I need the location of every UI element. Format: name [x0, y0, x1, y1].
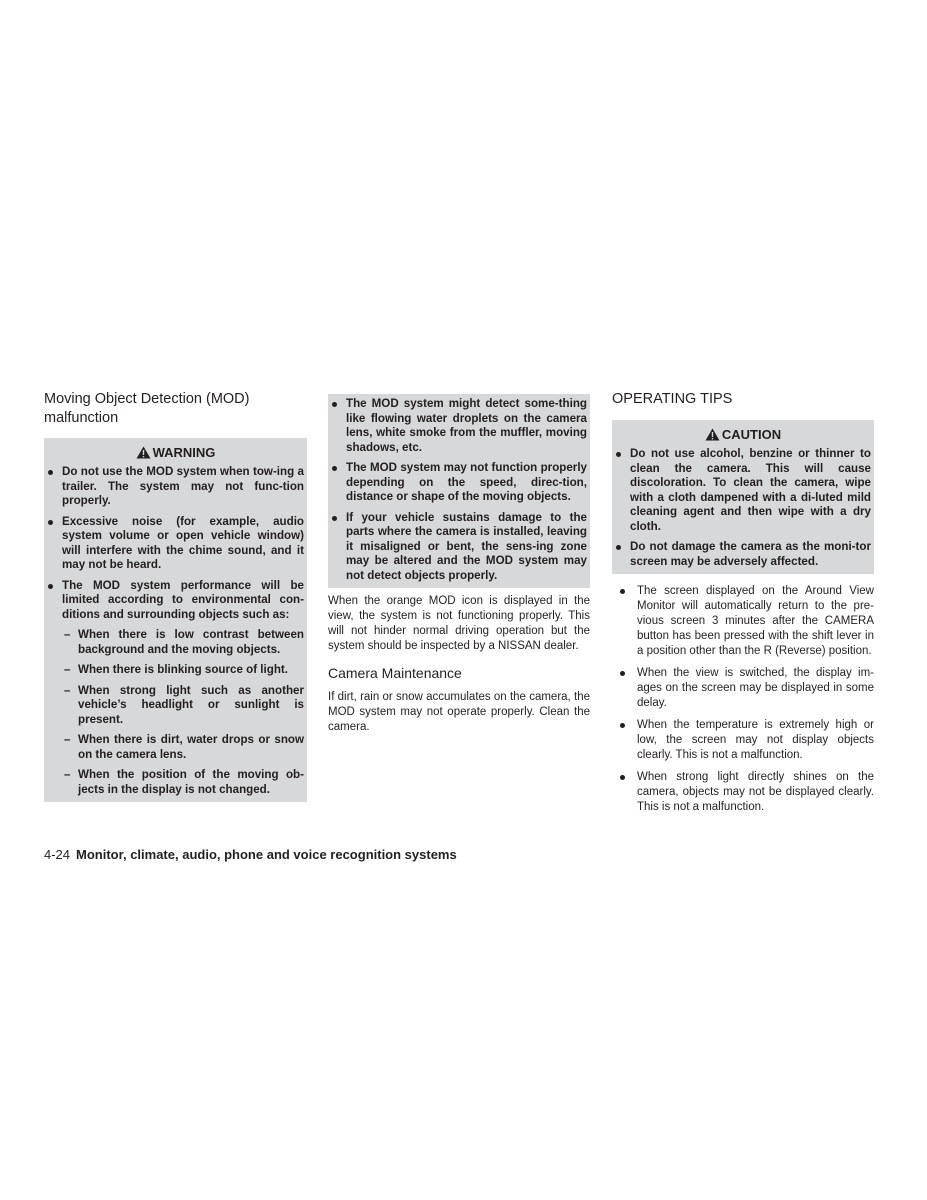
page-number: 4-24	[44, 847, 71, 862]
caution-item: Do not damage the camera as the moni-tor screen may be adversely affected.	[615, 540, 871, 569]
section-title-operating-tips: OPERATING TIPS	[612, 391, 733, 407]
tip-item: When the temperature is extremely high or low, the screen may not display objects clearly. This is not a malfunction.	[618, 718, 874, 763]
bullet-icon	[620, 775, 625, 780]
tip-item: When strong light directly shines on the camera, objects may not be displayed clearly. This is not a malfunction.	[618, 770, 874, 815]
warning-item: The MOD system performance will be limited according to environmental con-ditions and surrounding objects such as: – When there is low contrast between background and the moving objects. – When there is blinking source of light. – When strong light such as another vehicle’s headlight or sunlight is present. – When there is dirt, water drops or snow on the camera lens. – When the position of the moving ob-jects in the display is not changed.	[47, 579, 304, 798]
tip-item: The screen displayed on the Around View Monitor will automatically return to the pre-vious screen 3 minutes after the CAMERA button has been pressed with the shift lever in a position other than the R (Reverse) position.	[618, 584, 874, 659]
bullet-icon	[48, 470, 53, 475]
warning-header	[47, 442, 304, 465]
footer-section-title: Monitor, climate, audio, phone and voice recognition systems	[76, 847, 457, 862]
condition-item: – When there is dirt, water drops or snow on the camera lens.	[64, 733, 304, 761]
warning-item: Do not use the MOD system when tow-ing a trailer. The system may not func-tion properly.	[47, 465, 304, 509]
warning-box	[44, 438, 307, 802]
section-title-mod-malfunction: Moving Object Detection (MOD) malfunction	[44, 391, 250, 426]
bullet-icon	[616, 545, 621, 550]
bullet-icon	[620, 589, 625, 594]
mod-icon-paragraph: When the orange MOD icon is displayed in the view, the system is not functioning properly. This will not hinder normal driving operation but the system should be inspected by a NISSAN dealer.	[328, 595, 590, 652]
warning-label: WARNING	[152, 445, 216, 460]
caution-box	[612, 420, 874, 574]
page-footer	[44, 846, 457, 864]
column-left	[44, 390, 307, 802]
warning-item: Excessive noise (for example, audio system volume or open vehicle window) will interfere with the chime sound, and it may not be heard.	[47, 515, 304, 573]
caution-header	[615, 424, 871, 447]
warning-list	[331, 397, 587, 583]
caution-item: Do not use alcohol, benzine or thinner to clean the camera. This will cause discoloration. To clean the camera, wipe with a cloth dampened with a di-luted mild cleaning agent and then wipe with a dry cloth.	[615, 447, 871, 534]
warning-icon	[136, 446, 151, 459]
section-title-camera-maintenance: Camera Maintenance	[328, 665, 462, 681]
condition-item: – When the position of the moving ob-jects in the display is not changed.	[64, 768, 304, 796]
bullet-icon	[620, 671, 625, 676]
condition-item: – When there is blinking source of light.	[64, 663, 288, 676]
bullet-icon	[332, 466, 337, 471]
warning-item: The MOD system might detect some-thing like flowing water droplets on the camera lens, white smoke from the muffler, moving shadows, etc.	[331, 397, 587, 455]
column-middle	[328, 394, 590, 735]
warning-box-continued	[328, 394, 590, 588]
condition-item: – When strong light such as another vehicle’s headlight or sunlight is present.	[64, 683, 304, 726]
camera-maintenance-paragraph: If dirt, rain or snow accumulates on the camera, the MOD system may not operate properly. Clean the camera.	[328, 691, 590, 733]
bullet-icon	[48, 584, 53, 589]
caution-label: CAUTION	[721, 427, 782, 442]
tips-list	[612, 584, 874, 815]
warning-item: If your vehicle sustains damage to the parts where the camera is installed, leaving it misaligned or bent, the sens-ing zone may be altered and the MOD system may not detect objects properly.	[331, 511, 587, 584]
warning-item: The MOD system may not function properly depending on the speed, direc-tion, distance or shape of the moving objects.	[331, 461, 587, 505]
condition-list	[62, 628, 304, 797]
warning-list	[47, 465, 304, 797]
bullet-icon	[616, 452, 621, 457]
caution-icon	[705, 428, 720, 441]
bullet-icon	[620, 723, 625, 728]
caution-list	[615, 447, 871, 569]
bullet-icon	[332, 516, 337, 521]
column-right	[612, 390, 874, 822]
bullet-icon	[48, 520, 53, 525]
condition-item: – When there is low contrast between background and the moving objects.	[64, 628, 304, 656]
bullet-icon	[332, 402, 337, 407]
tip-item: When the view is switched, the display im-ages on the screen may be displayed in some delay.	[618, 666, 874, 711]
